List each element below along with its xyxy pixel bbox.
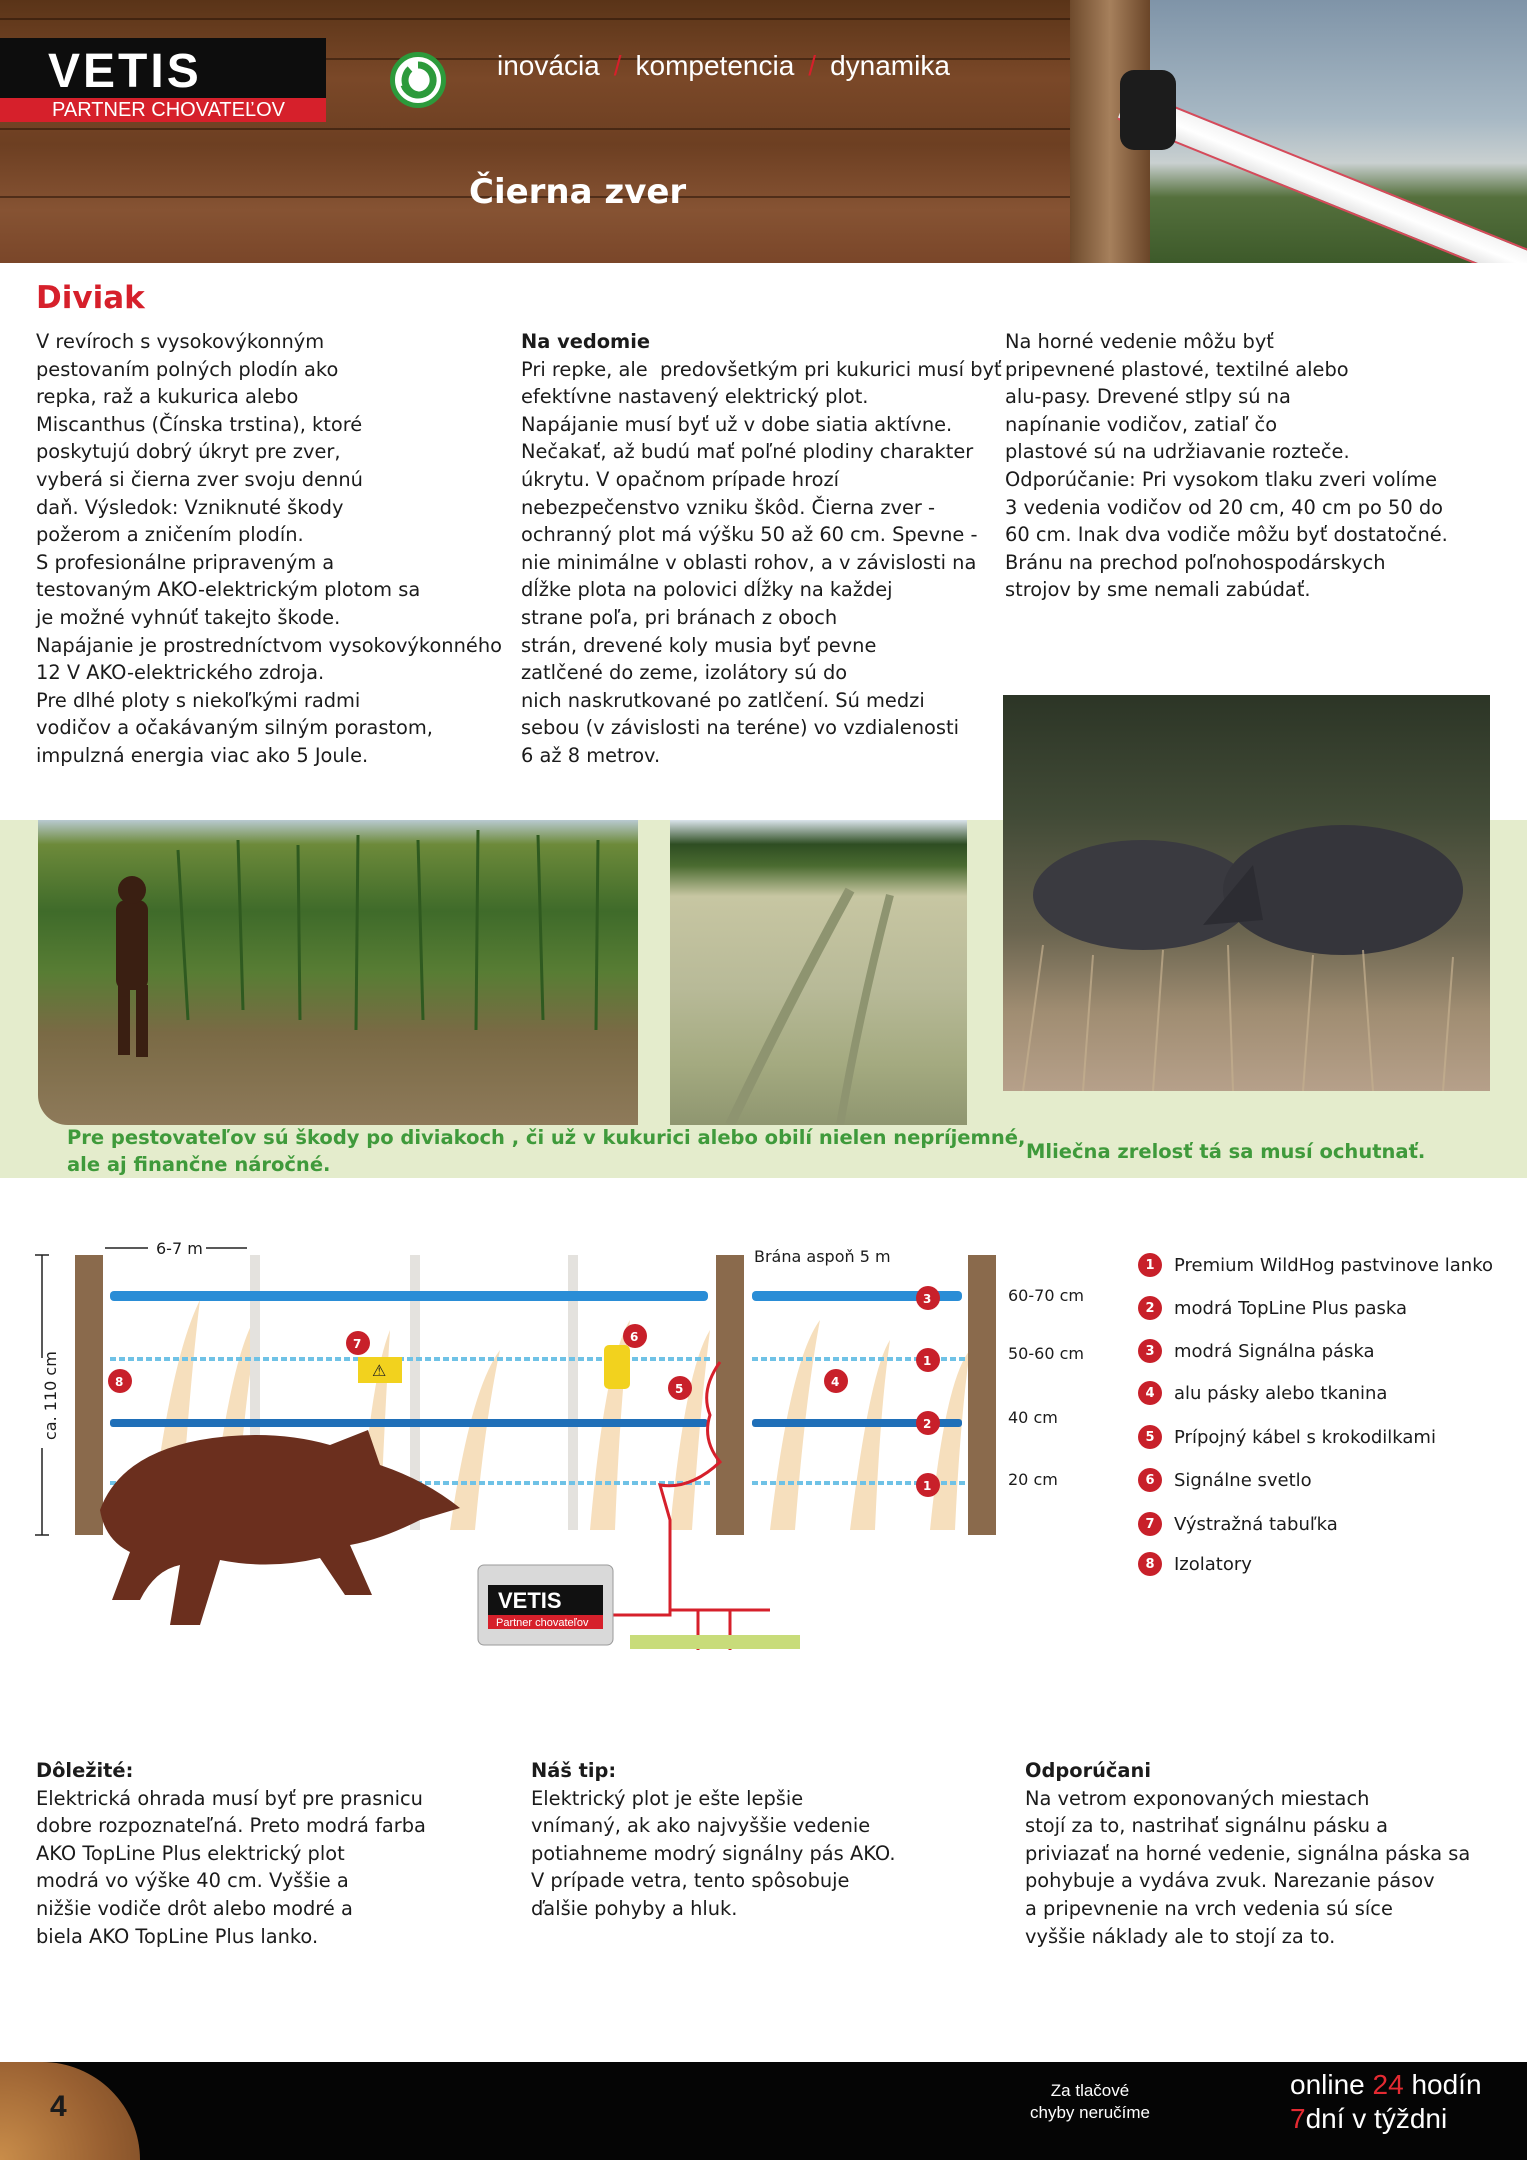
diagram-marker — [824, 1369, 848, 1393]
legend-text: modrá Signálna páska — [1174, 1340, 1375, 1362]
legend-number: 4 — [1138, 1381, 1162, 1405]
diagram-marker — [916, 1473, 940, 1497]
fence-diagram — [30, 1240, 1120, 1650]
online-text: online — [1290, 2069, 1373, 2100]
legend-text: Prípojný kábel s krokodilkami — [1174, 1426, 1436, 1448]
legend-item — [1138, 1512, 1338, 1536]
diagram-marker-label: 8 — [115, 1375, 124, 1389]
legend-item — [1138, 1468, 1312, 1492]
tagline — [497, 50, 950, 82]
insulator-photo — [1120, 70, 1176, 150]
corn-field-photo — [38, 820, 638, 1125]
note-tip — [531, 1757, 896, 1923]
legend-item — [1138, 1296, 1407, 1320]
note-heading: Dôležité: — [36, 1759, 134, 1782]
diagram-marker — [108, 1369, 132, 1393]
diagram-marker — [916, 1348, 940, 1372]
diagram-marker — [623, 1324, 647, 1348]
legend-text: alu pásky alebo tkanina — [1174, 1382, 1388, 1404]
note-recommendation — [1025, 1757, 1470, 1950]
hours-text: hodín — [1403, 2069, 1482, 2100]
legend-item — [1138, 1552, 1252, 1576]
hours-number: 24 — [1372, 2069, 1404, 2100]
legend-text: Signálne svetlo — [1174, 1469, 1312, 1491]
body-column-3: Na horné vedenie môžu byť pripevnené plastové, textilné alebo alu-pasy. Drevené stlpy sú na napínanie vodičov, zatiaľ čo plastové sú na udržiavanie rozteče. Odporúčanie: Pri vysokom tlaku zveri volíme 3 vedenia vodičov od 20 cm, 40 cm po 50 do 60 cm. Inak dva vodiče môžu byť dostatočné. Bránu na prechod poľnohospodárskych strojov by sme nemali zabúdať. — [1005, 330, 1448, 602]
level-label-20: 20 cm — [1008, 1470, 1058, 1489]
diagram-marker-label: 5 — [675, 1382, 684, 1396]
diagram-marker — [668, 1376, 692, 1400]
wooden-post — [75, 1255, 103, 1535]
legend-text: modrá TopLine Plus paska — [1174, 1297, 1408, 1319]
note-heading: Odporúčani — [1025, 1759, 1151, 1782]
signal-tape-wire — [110, 1291, 708, 1301]
warning-sign-icon: ⚠ — [372, 1361, 387, 1380]
legend-text: Izolatory — [1174, 1553, 1252, 1575]
legend-item — [1138, 1381, 1387, 1405]
green-dot-icon — [390, 52, 446, 108]
level-label-40: 40 cm — [1008, 1408, 1058, 1427]
diagram-marker-label: 3 — [923, 1292, 932, 1306]
days-text: dní v týždni — [1305, 2103, 1448, 2134]
column-2-text: Pri repke, ale predovšetkým pri kukurici musí byť efektívne nastavený elektrický plot. Napájanie musí byť už v dobe siatia aktívne. Nečakať, až budú mať poľné plodiny charakter úkrytu. V opačnom prípade hrozí nebezpečenstvo vzniku škôd. Čierna zver - ochranný plot má výšku 50 až 60 cm. Spevne - nie minimálne v oblasti rohov, a v závislosti na dĺžke plota na polovici dĺžky na každej strane poľa, pri bránach z oboch strán, drevené koly musia byť pevne zatlčené do zeme, izolátory sú do nich naskrutkované po zatlčení. Sú medzi sebou (v závislosti na teréne) vo vzdialenosti 6 až 8 metrov. — [521, 357, 1002, 767]
photo-caption-right: Mliečna zrelosť tá sa musí ochutnať. — [1026, 1140, 1426, 1163]
diagram-marker-label: 4 — [831, 1375, 840, 1389]
note-heading: Náš tip: — [531, 1759, 617, 1782]
days-number: 7 — [1290, 2103, 1306, 2134]
diagram-marker — [916, 1411, 940, 1435]
tagline-item: kompetencia — [635, 50, 795, 81]
topline-tape — [110, 1419, 708, 1427]
note-text: Na vetrom exponovaných miestach stojí za to, nastrihať signálnu pásku a priviazať na horné vedenie, signálna páska sa pohybuje a vydáva zvuk. Narezanie pásov a pripevnenie na vrch vedenia sú síce vyššie náklady ale to stojí za to. — [1025, 1786, 1471, 1948]
wheat-field-photo — [670, 820, 967, 1125]
level-label-50-60: 50-60 cm — [1008, 1344, 1084, 1363]
signal-light — [604, 1345, 630, 1389]
level-label-60-70: 60-70 cm — [1008, 1286, 1084, 1305]
logo-subtitle: PARTNER CHOVATEĽOV — [52, 99, 286, 121]
spacing-label: 6-7 m — [156, 1240, 203, 1258]
wooden-post — [716, 1255, 744, 1535]
legend-number: 3 — [1138, 1339, 1162, 1363]
energizer-logo-sub: Partner chovateľov — [496, 1617, 589, 1629]
legend-item — [1138, 1253, 1493, 1277]
section-title: Diviak — [36, 280, 145, 316]
tagline-item: dynamika — [830, 50, 950, 81]
footer-disclaimer: Za tlačové chyby neručíme — [1030, 2081, 1150, 2122]
grass — [630, 1635, 800, 1649]
legend-number: 7 — [1138, 1512, 1162, 1536]
page-number: 4 — [50, 2090, 67, 2123]
boar-silhouette — [100, 1430, 460, 1625]
gate-label: Brána aspoň 5 m — [754, 1247, 891, 1266]
note-text: Elektrická ohrada musí byť pre prasnicu dobre rozpoznateľná. Preto modrá farba AKO TopLine Plus elektrický plot modrá vo výške 40 cm. Vyššie a nižšie vodiče drôt alebo modré a biela AKO TopLine Plus lanko. — [36, 1786, 426, 1948]
footer-availability — [1290, 2068, 1482, 2136]
legend-item — [1138, 1339, 1375, 1363]
column-2-heading: Na vedomie — [521, 330, 651, 353]
legend-number: 6 — [1138, 1468, 1162, 1492]
photo-caption-left — [67, 1124, 1025, 1178]
note-important — [36, 1757, 426, 1950]
diagram-marker-label: 1 — [923, 1354, 932, 1368]
legend-text: Premium WildHog pastvinove lanko — [1174, 1254, 1493, 1276]
diagram-marker — [346, 1331, 370, 1355]
legend-number: 1 — [1138, 1253, 1162, 1277]
energizer-logo-word: VETIS — [498, 1588, 562, 1613]
caption-text: Pre pestovateľov sú škody po diviakoch , či už v kukurici alebo obilí nielen nepríjemné, ale aj finančne náročné. — [67, 1126, 1026, 1176]
body-column-2 — [521, 328, 1002, 770]
body-column-1: V revíroch s vysokovýkonným pestovaním polných plodín ako repka, raž a kukurica alebo Miscanthus (Čínska trstina), ktoré poskytujú dobrý úkryt pre zver, vyberá si čierna zver svoju dennú daň. Výsledok: Vzniknuté škody požerom a zničením plodín. S profesionálne pripraveným a testovaným AKO-elektrickým plotom sa je možné vyhnúť takejto škode. Napájanie je prostredníctvom vysokovýkonného 12 V AKO-elektrického zdroja. Pre dlhé ploty s niekoľkými radmi vodičov a očakávaným silným porastom, impulzná energia viac ako 5 Joule. — [36, 330, 502, 767]
diagram-marker-label: 6 — [630, 1330, 639, 1344]
wild-boar-photo — [1003, 695, 1490, 1091]
tagline-item: inovácia — [497, 50, 600, 81]
page-title: Čierna zver — [469, 172, 687, 212]
diagram-marker — [916, 1286, 940, 1310]
legend-number: 2 — [1138, 1296, 1162, 1320]
diagram-marker-label: 7 — [353, 1337, 362, 1351]
wooden-post — [968, 1255, 996, 1535]
tagline-separator: / — [808, 50, 817, 81]
diagram-marker-label: 2 — [923, 1417, 932, 1431]
diagram-marker-label: 1 — [923, 1479, 932, 1493]
tagline-separator: / — [613, 50, 622, 81]
legend-item — [1138, 1425, 1436, 1449]
legend-number: 8 — [1138, 1552, 1162, 1576]
legend-number: 5 — [1138, 1425, 1162, 1449]
legend-text: Výstražná tabuľka — [1174, 1513, 1338, 1535]
note-text: Elektrický plot je ešte lepšie vnímaný, ak ako najvyššie vedenie potiahneme modrý signálny pás AKO. V prípade vetra, tento spôsobuje ďalšie pohyby a hluk. — [531, 1786, 896, 1920]
logo-wordmark: VETIS — [48, 45, 202, 98]
height-label: ca. 110 cm — [41, 1351, 60, 1440]
